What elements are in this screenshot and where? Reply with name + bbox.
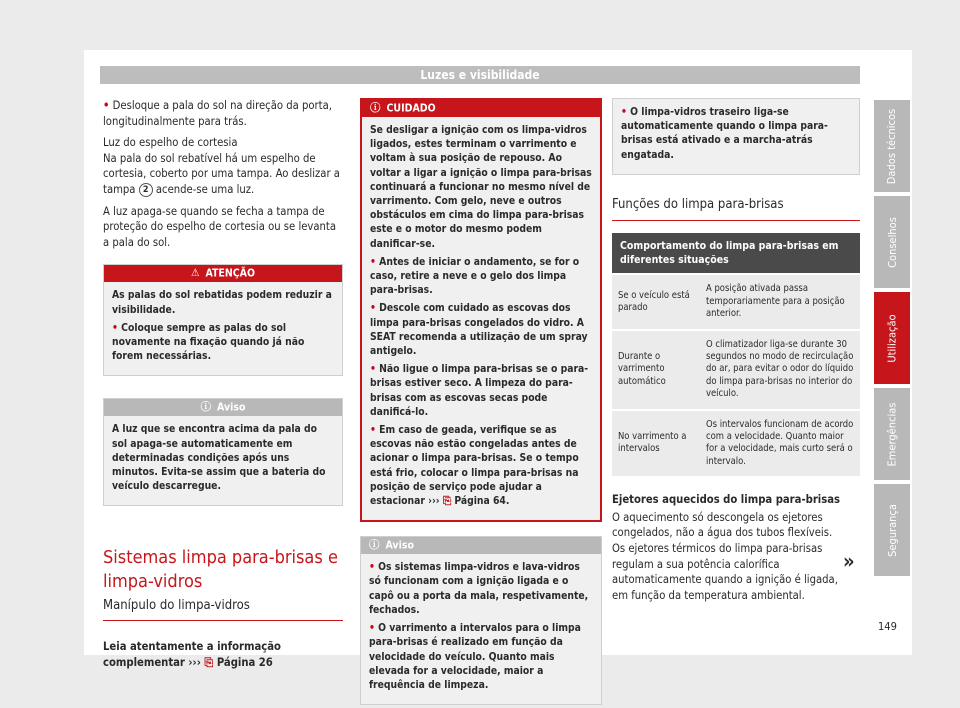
caution-box: ⓘ CUIDADO Se desligar a ignição com os limpa-vidros ligados, estes terminam o varrimento e voltam à sua posição de repouso. Ao voltar a ligar a ignição o limpa para-brisas continuará a funcionar no mesmo nível de varrimento. Com gelo, neve e outros obstáculos em cima do limpa para-brisas este e o motor do mesmo podem danificar-se. • Antes de iniciar o andamento, se for o caso, retire a neve e o gelo dos limpa para-brisas. • Descole com cuidado as escovas dos limpa para-brisas congelados do vidro. A SEAT recomenda a utilização de um spray antigelo. • Não ligue o limpa para-brisas se o para-brisas estiver seco. A limpeza do para-brisas com as escovas secas pode danificá-lo. • Em caso de geada, verifique se as escovas não estão congeladas antes de acionar o limpa para-brisas. Se o tempo está frio, colocar o limpa para-brisas na posição de serviço pode ajudar a estacionar ››› ⎘ Página 64.: [360, 98, 602, 522]
column-right: [612, 98, 860, 609]
continued-note-box: • O limpa-vidros traseiro liga-se automaticamente quando o limpa para-brisas está ativado e a marcha-atrás engatada.: [612, 98, 860, 175]
jets-heading: Ejetores aquecidos do limpa para-brisas: [612, 493, 841, 507]
column-left: [103, 98, 343, 676]
warning-header: ⚠ ATENÇÃO: [104, 265, 342, 282]
paragraph: • Desloque a pala do sol na direção da porta, longitudinalmente para trás.: [103, 99, 332, 128]
wiper-behavior-table: [612, 233, 860, 476]
note-header: ⓘ Aviso: [104, 399, 342, 416]
continue-arrow-icon: »: [843, 549, 855, 573]
page-ref-icon: ⎘: [204, 655, 214, 669]
info-icon: ⓘ: [200, 401, 212, 414]
paragraph: A luz apaga-se quando se fecha a tampa de proteção do espelho de cortesia ou se levanta a pala do sol.: [103, 204, 337, 249]
tab-emergencias[interactable]: Emergências: [874, 388, 910, 480]
page-number: 149: [878, 620, 897, 633]
table-row: No varrimento a intervalos Os intervalos funcionam de acordo com a velocidade. Quanto maior for a velocidade, mais curto será o intervalo.: [612, 410, 860, 477]
section-title: Sistemas limpa para-brisas e limpa-vidros: [103, 547, 338, 593]
note-header: ⓘ Aviso: [361, 537, 601, 554]
caution-header: ⓘ CUIDADO: [362, 100, 600, 117]
tab-conselhos[interactable]: Conselhos: [874, 196, 910, 288]
tab-seguranca[interactable]: Segurança: [874, 484, 910, 576]
cross-reference: Leia atentamente a informação complementar ››› ⎘ Página 26: [103, 639, 281, 669]
bullet-icon: •: [112, 321, 118, 334]
page-header: Luzes e visibilidade: [100, 66, 860, 84]
tab-dados-tecnicos[interactable]: Dados técnicos: [874, 100, 910, 192]
warning-box: ⚠ ATENÇÃO As palas do sol rebatidas podem reduzir a visibilidade. • Coloque sempre as palas do sol novamente na fixação quando já não forem necessárias.: [103, 264, 343, 376]
paragraph: Na pala do sol rebatível há um espelho de cortesia, coberto por uma tampa. Ao deslizar a tampa 2 acende-se uma luz.: [103, 151, 340, 196]
section-title: Funções do limpa para-brisas: [612, 197, 860, 222]
warning-triangle-icon: ⚠: [190, 267, 200, 280]
mirror-heading: Luz do espelho de cortesia: [103, 136, 238, 150]
tab-utilizacao[interactable]: Utilização: [874, 292, 910, 384]
bullet-icon: •: [103, 99, 110, 112]
table-row: Se o veículo está parado A posição ativada passa temporariamente para a posição anterior.: [612, 274, 860, 329]
note-box: ⓘ Aviso A luz que se encontra acima da pala do sol apaga-se automaticamente em determinadas condições após uns minutos. Evita-se assim que a bateria do veículo descarregue.: [103, 398, 343, 506]
side-tabs: [874, 100, 910, 580]
caution-icon: ⓘ: [370, 102, 381, 114]
info-icon: ⓘ: [369, 539, 380, 552]
table-row: Durante o varrimento automático O climatizador liga-se durante 30 segundos no modo de recirculação do ar, para evitar o odor do líquido do limpa para-brisas no interior do veículo.: [612, 330, 860, 410]
note-box: ⓘ Aviso • Os sistemas limpa-vidros e lava-vidros só funcionam com a ignição ligada e o capô ou a porta da mala, respetivamente, fechados. • O varrimento a intervalos para o limpa para-brisas é realizado em função da velocidade do veículo. Quanto mais elevada for a velocidade, maior a frequência de limpeza.: [360, 536, 602, 705]
column-middle: [360, 98, 602, 705]
paragraph: O aquecimento só descongela os ejetores congelados, não a água dos tubos flexíveis. Os ejetores térmicos do limpa para-brisas regulam a sua potência calorífica automaticamente quando a ignição é ligada, em função da temperatura ambiental.: [612, 510, 838, 602]
table-header: Comportamento do limpa para-brisas em diferentes situações: [612, 233, 860, 274]
number-2-icon: 2: [139, 183, 153, 197]
section-subtitle: Manípulo do limpa-vidros: [103, 598, 343, 621]
